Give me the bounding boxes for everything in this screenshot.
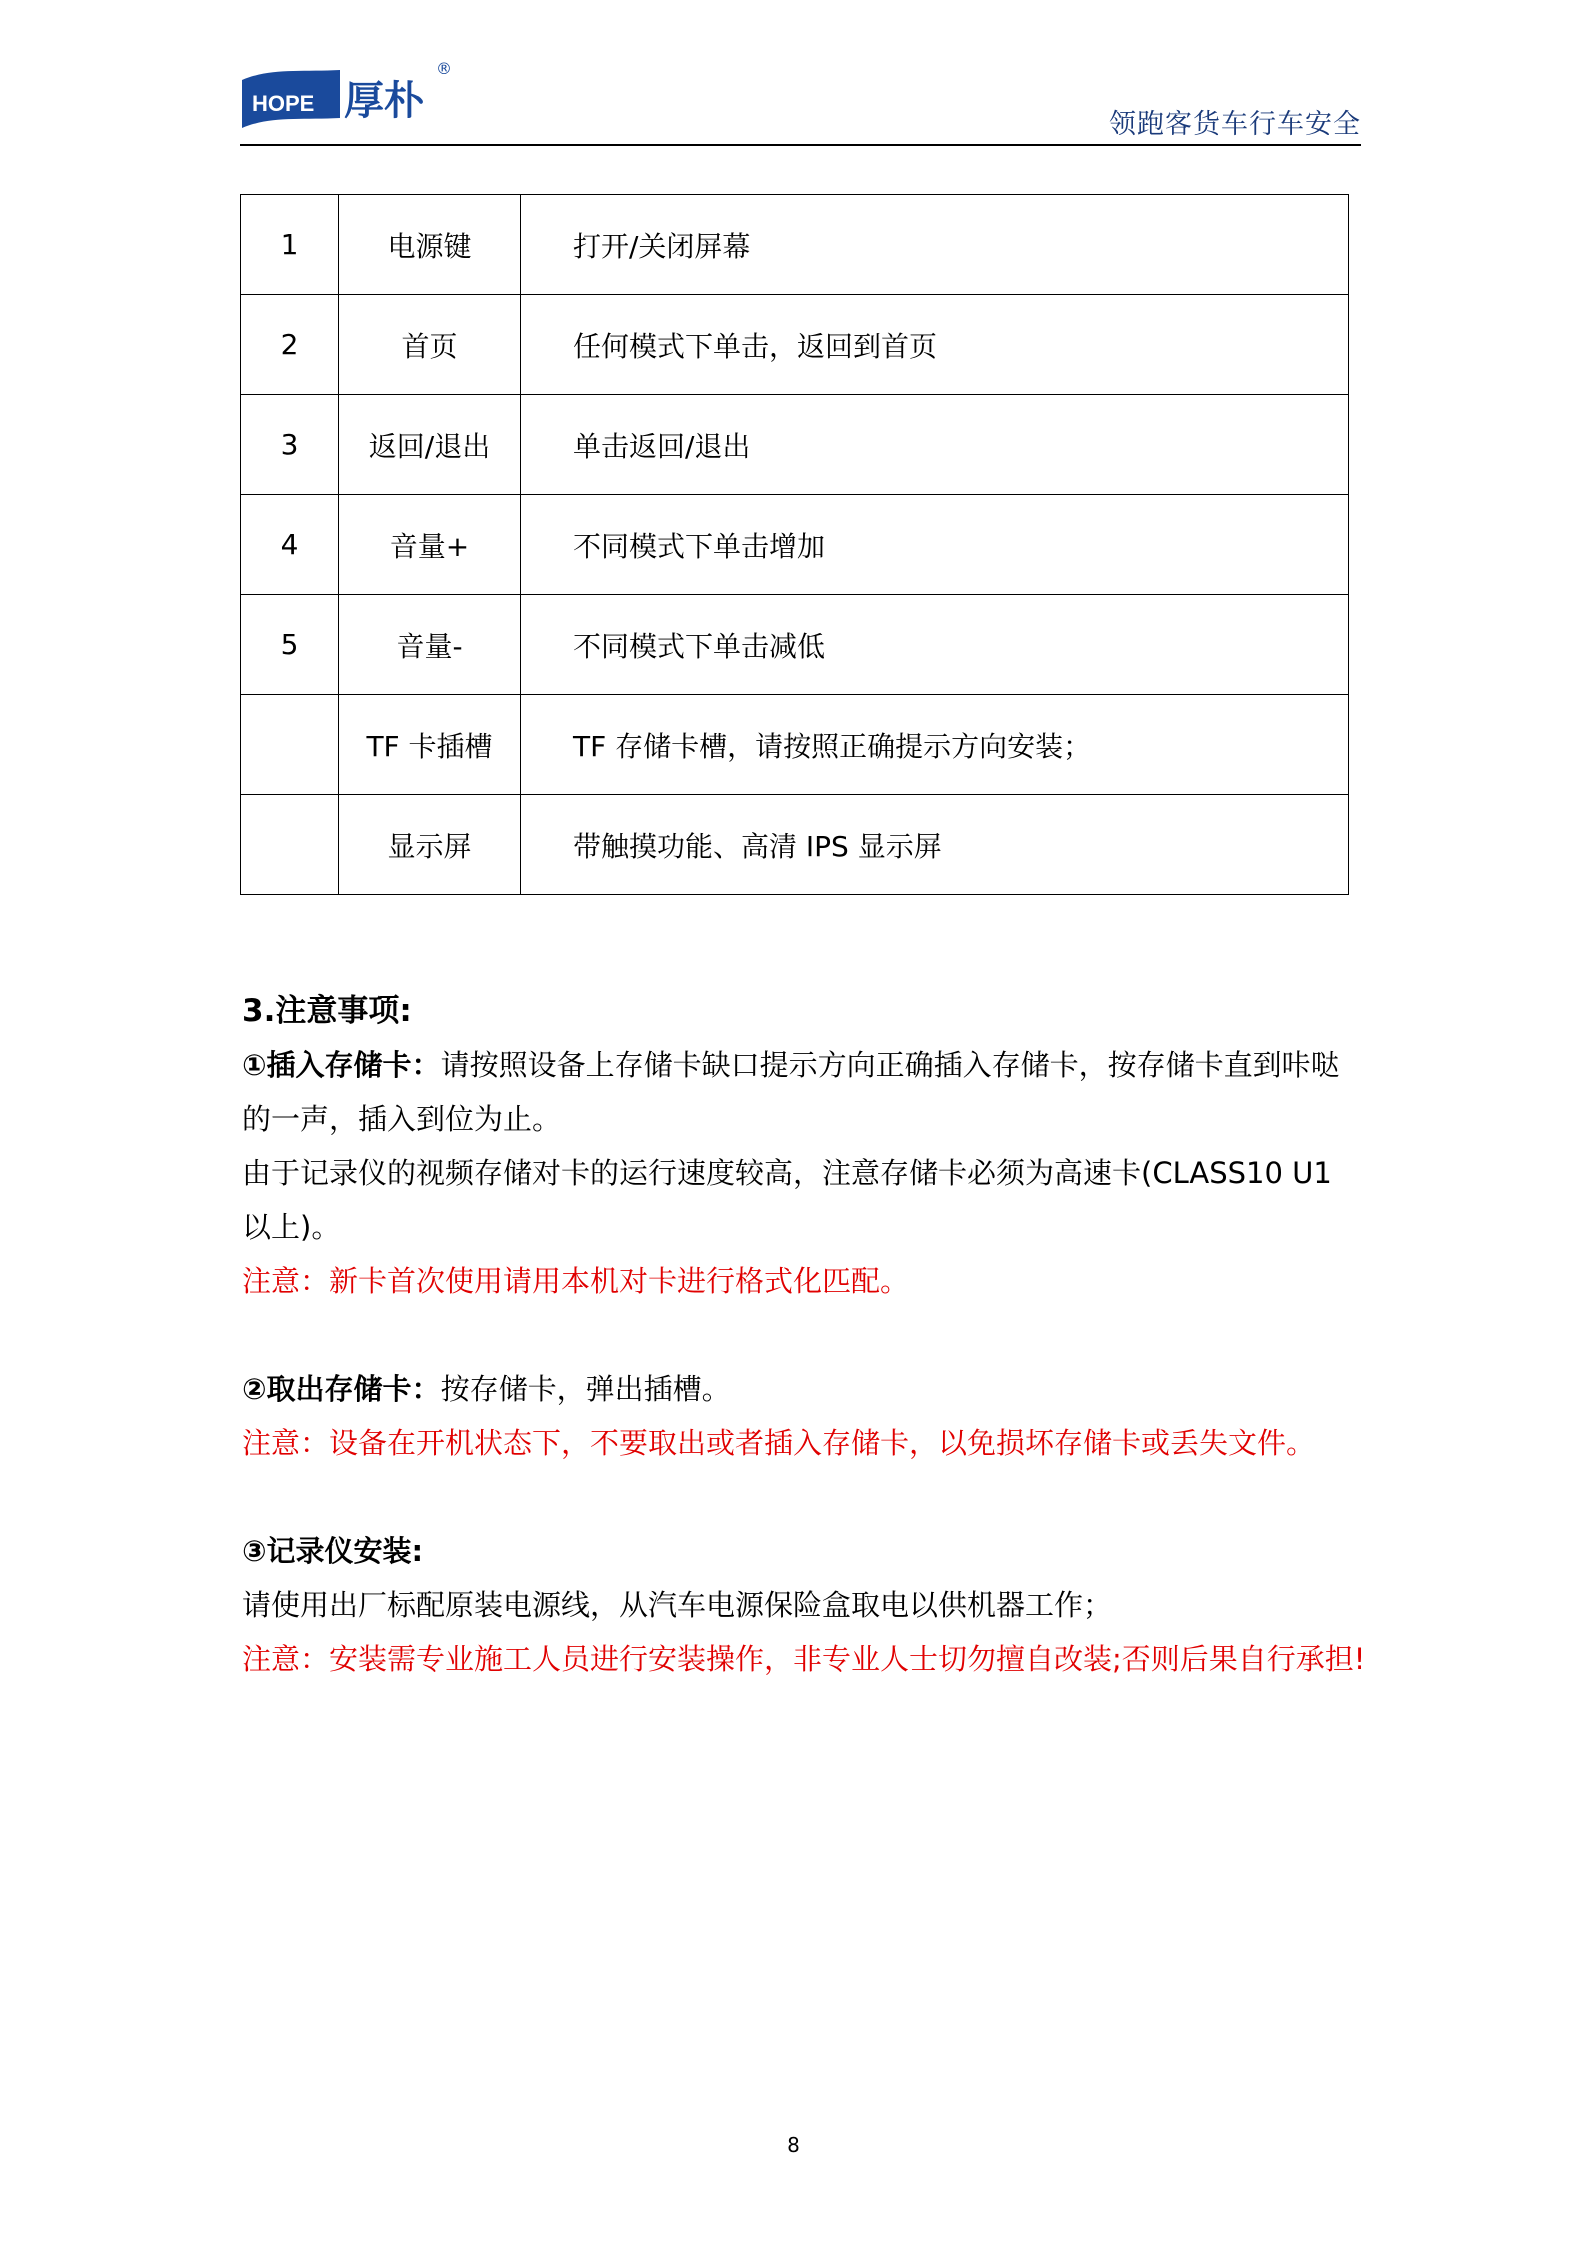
logo-chinese-text: 厚朴 [344, 78, 424, 124]
row-number [241, 795, 339, 895]
button-name: 返回/退出 [339, 395, 521, 495]
row-number: 1 [241, 195, 339, 295]
row-number: 2 [241, 295, 339, 395]
remove-card-title: ②取出存储卡： [242, 1372, 441, 1406]
insert-card-warning: 注意：新卡首次使用请用本机对卡进行格式化匹配。 [242, 1264, 910, 1298]
remove-card-paragraph [242, 1362, 1367, 1416]
button-name: 显示屏 [339, 795, 521, 895]
card-speed-text: 由于记录仪的视频存储对卡的运行速度较高，注意存储卡必须为高速卡(CLASS10 U1 [242, 1156, 1332, 1190]
insert-card-paragraph [242, 1038, 1367, 1092]
row-number: 5 [241, 595, 339, 695]
table-row [241, 695, 1349, 795]
button-description: TF 存储卡槽，请按照正确提示方向安装； [521, 695, 1349, 795]
notes-title: 3.注意事项: [242, 993, 412, 1029]
remove-card-text: 按存储卡，弹出插槽。 [440, 1372, 731, 1406]
logo-latin-text: HOPE [252, 91, 315, 116]
header-divider [240, 144, 1361, 146]
table-row [241, 195, 1349, 295]
notes-section [242, 984, 1367, 1686]
button-description: 不同模式下单击增加 [521, 495, 1349, 595]
spacer [242, 1308, 1367, 1362]
remove-card-warning: 注意：设备在开机状态下，不要取出或者插入存储卡，以免损坏存储卡或丢失文件。 [242, 1426, 1316, 1460]
insert-card-text: 请按照设备上存储卡缺口提示方向正确插入存储卡，按存储卡直到咔哒 [440, 1048, 1340, 1082]
button-name: 电源键 [339, 195, 521, 295]
row-number: 3 [241, 395, 339, 495]
card-speed-text-cont: 以上)。 [242, 1210, 341, 1244]
table-row [241, 795, 1349, 895]
button-function-table [240, 194, 1349, 895]
button-description: 不同模式下单击减低 [521, 595, 1349, 695]
button-description: 任何模式下单击，返回到首页 [521, 295, 1349, 395]
table-row [241, 295, 1349, 395]
button-name: 首页 [339, 295, 521, 395]
hope-logo [240, 58, 470, 132]
table-row [241, 595, 1349, 695]
page-number: 8 [787, 2133, 800, 2157]
logo-flag-icon [240, 58, 470, 132]
header-tagline: 领跑客货车行车安全 [1109, 109, 1361, 140]
button-name: 音量- [339, 595, 521, 695]
table-row [241, 395, 1349, 495]
row-number: 4 [241, 495, 339, 595]
install-title: ③记录仪安装: [242, 1534, 424, 1568]
button-description: 打开/关闭屏幕 [521, 195, 1349, 295]
button-name: TF 卡插槽 [339, 695, 521, 795]
button-description: 带触摸功能、高清 IPS 显示屏 [521, 795, 1349, 895]
spacer [242, 1470, 1367, 1524]
button-description: 单击返回/退出 [521, 395, 1349, 495]
registered-mark: ® [436, 59, 452, 78]
button-name: 音量+ [339, 495, 521, 595]
row-number [241, 695, 339, 795]
install-text: 请使用出厂标配原装电源线，从汽车电源保险盒取电以供机器工作； [242, 1588, 1113, 1622]
install-warning: 注意：安装需专业施工人员进行安装操作，非专业人士切勿擅自改装;否则后果自行承担! [242, 1642, 1366, 1676]
insert-card-title: ①插入存储卡： [242, 1048, 441, 1082]
insert-card-text-cont: 的一声，插入到位为止。 [242, 1102, 562, 1136]
table-row [241, 495, 1349, 595]
